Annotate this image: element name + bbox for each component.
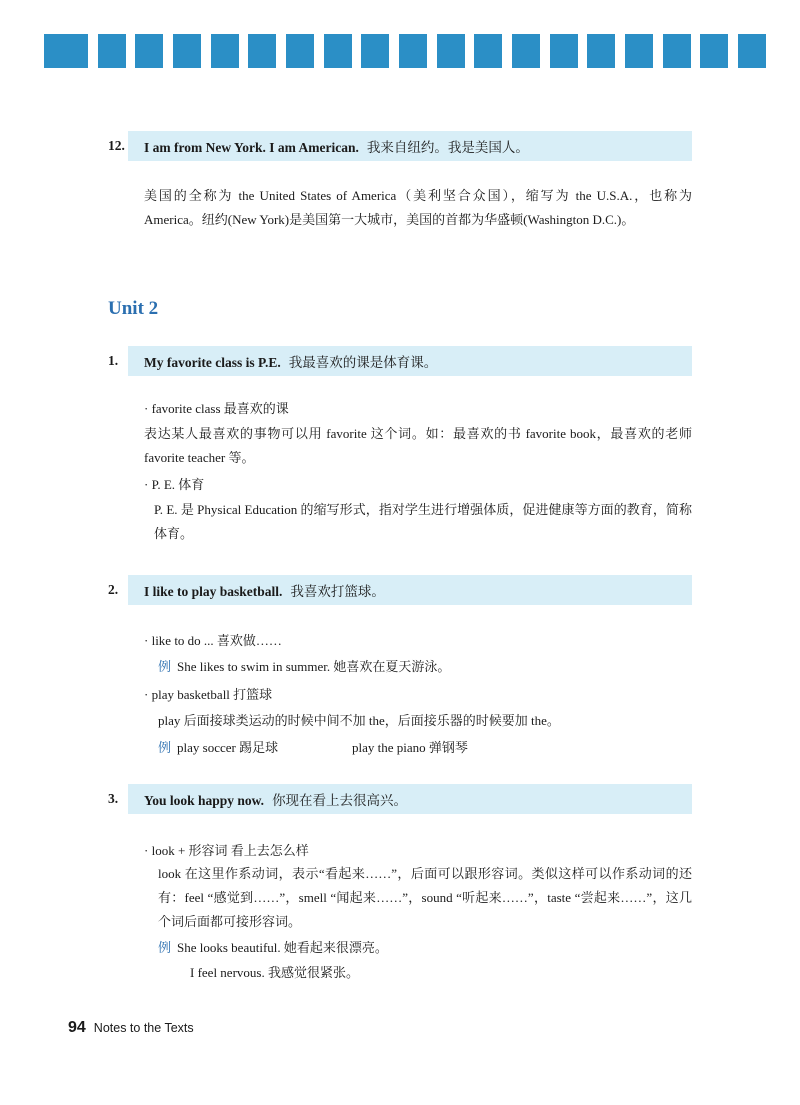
sentence-chinese: 我喜欢打篮球。: [290, 584, 385, 599]
item-number: 12.: [108, 138, 125, 153]
band-block: [286, 34, 314, 68]
band-block: [437, 34, 465, 68]
band-block: [625, 34, 653, 68]
bullet-heading: · play basketball 打篮球: [144, 687, 273, 702]
bullet-heading: · P. E. 体育: [144, 477, 205, 492]
example-line: [158, 656, 450, 675]
header-color-band: [44, 34, 766, 68]
item-number: 2.: [108, 582, 119, 597]
example-text: play the piano 弹钢琴: [352, 740, 468, 755]
item-number: 1.: [108, 353, 119, 368]
band-block: [211, 34, 239, 68]
sentence-english: You look happy now.: [144, 793, 265, 808]
example-text: I feel nervous. 我感觉很紧张。: [190, 965, 359, 980]
sentence-bar-3: [108, 784, 692, 814]
band-block: [361, 34, 389, 68]
bullet-heading: · look + 形容词 看上去怎么样: [144, 843, 309, 858]
bullet-body: play 后面接球类运动的时候中间不加 the，后面接乐器的时候要加 the。: [158, 713, 560, 728]
band-block: [135, 34, 163, 68]
bullet-body: look 在这里作系动词，表示“看起来……”，后面可以跟形容词。类似这样可以作系动词的还有：feel “感觉到……”，smell “闻起来……”，sound “听起来……”，taste “尝起来……”，这几个词后面都可接形容词。: [158, 866, 692, 929]
band-block: [44, 34, 88, 68]
band-block: [399, 34, 427, 68]
unit-title: Unit 2: [108, 298, 159, 319]
sentence-chinese: 你现在看上去很高兴。: [272, 793, 408, 808]
example-label: 例: [158, 740, 172, 755]
note-paragraph-12: 美国的全称为 the United States of America（美利坚合众国），缩写为 the U.S.A.，也称为 America。纽约(New York)是美国第一大城市，美国的首都为华盛顿(Washington D.C.)。: [144, 188, 692, 227]
sentence-bar-1: [108, 346, 692, 376]
band-block: [738, 34, 766, 68]
bullet-heading: · like to do ... 喜欢做……: [144, 633, 282, 648]
bullet-body: 表达某人最喜欢的事物可以用 favorite 这个词。如：最喜欢的书 favorite book，最喜欢的老师 favorite teacher 等。: [144, 426, 692, 465]
example-text: She looks beautiful. 她看起来很漂亮。: [177, 940, 388, 955]
band-block: [587, 34, 615, 68]
page-footer: [68, 1019, 194, 1037]
example-text: play soccer 踢足球: [177, 740, 279, 755]
example-text: She likes to swim in summer. 她喜欢在夏天游泳。: [177, 659, 451, 674]
example-line: [158, 937, 388, 956]
band-block: [324, 34, 352, 68]
bullet-body: P. E. 是 Physical Education 的缩写形式，指对学生进行增强体质，促进健康等方面的教育，简称体育。: [154, 502, 692, 541]
sentence-chinese: 我来自纽约。我是美国人。: [366, 140, 529, 155]
band-block: [474, 34, 502, 68]
band-block: [663, 34, 691, 68]
sentence-bar-12: [108, 131, 692, 161]
band-block: [512, 34, 540, 68]
example-line: [158, 737, 278, 756]
sentence-bar-2: [108, 575, 692, 605]
sentence-english: I am from New York. I am American.: [144, 140, 359, 155]
band-block: [700, 34, 728, 68]
example-label: 例: [158, 659, 172, 674]
page-number: 94: [68, 1019, 86, 1036]
sentence-chinese: 我最喜欢的课是体育课。: [288, 355, 438, 370]
sentence-english: My favorite class is P.E.: [144, 355, 281, 370]
sentence-english: I like to play basketball.: [144, 584, 283, 599]
band-block: [173, 34, 201, 68]
bullet-heading: · favorite class 最喜欢的课: [144, 401, 289, 416]
footer-label: Notes to the Texts: [93, 1021, 194, 1035]
band-block: [550, 34, 578, 68]
example-label: 例: [158, 940, 172, 955]
item-number: 3.: [108, 791, 119, 806]
band-block: [98, 34, 126, 68]
band-block: [248, 34, 276, 68]
